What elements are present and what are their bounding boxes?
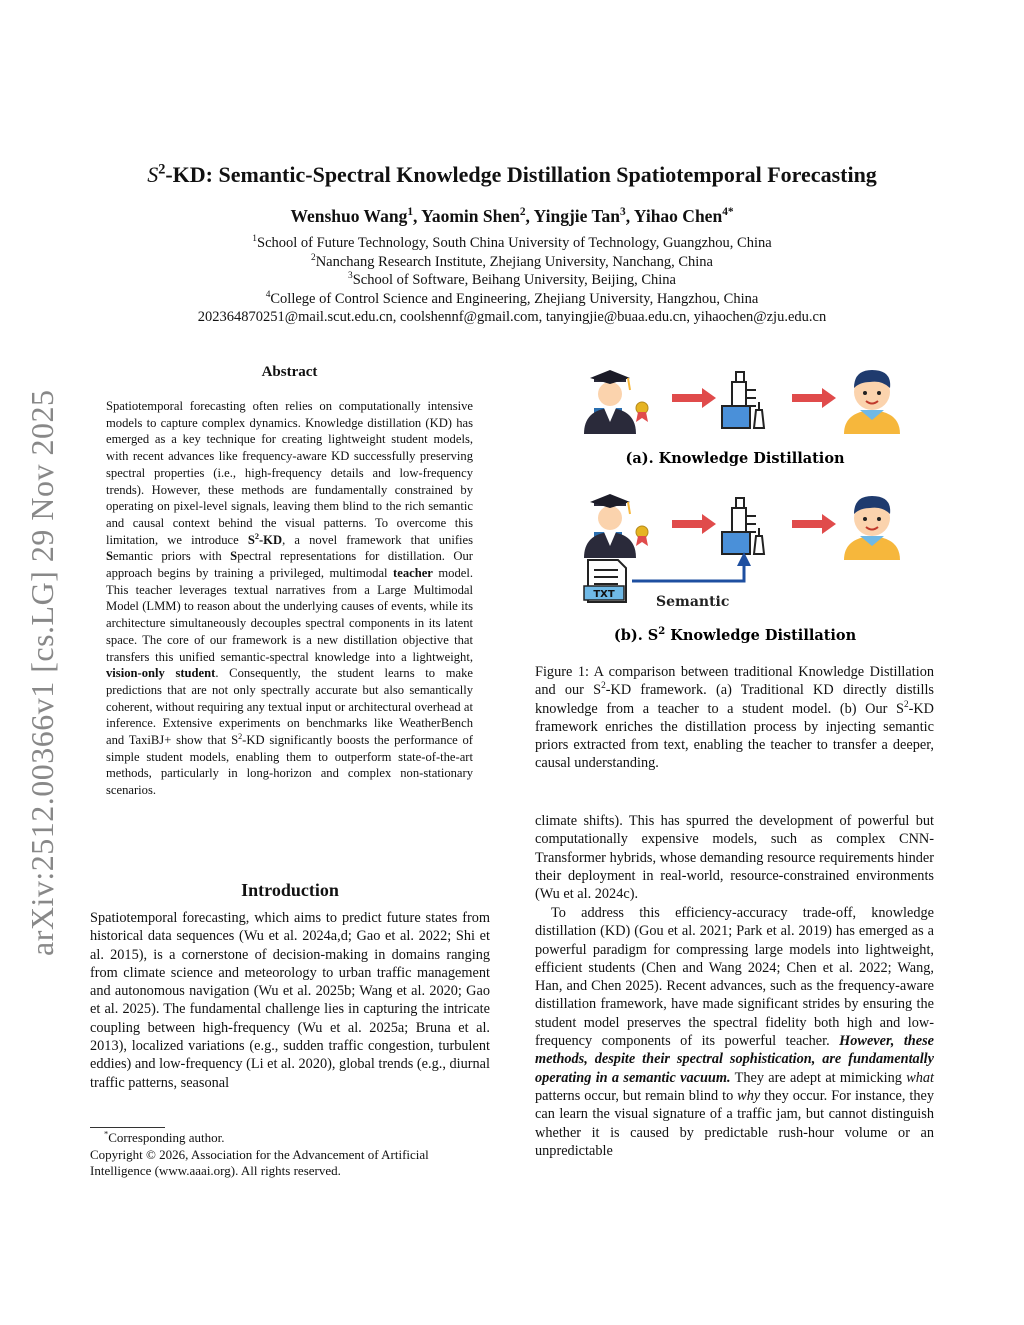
arrow-icon [672,388,716,408]
semantic-arrow [632,564,744,581]
author-name: Yihao Chen [633,206,723,226]
figure-1-diagram [560,350,940,650]
introduction-heading: Introduction [241,880,339,900]
teacher-icon [584,494,648,558]
arrow-icon [792,388,836,408]
affiliations [60,234,964,327]
distillation-icon [722,498,764,554]
body-paragraph: climate shifts). This has spurred the development of powerful but computationally expensive models, such as complex CNN-Transformer hybrids, whose demanding resource requirements hinder their deployment in real-world, resource-constrained environments (Wu et al. 2024c). [535,813,934,903]
abstract-heading: Abstract [261,364,318,380]
copyright-notice: Copyright © 2026, Association for the Advancement of Artificial Intelligence (www.aaai.org). All rights reserved. [90,1146,429,1178]
txt-label: TXT [593,589,615,600]
affiliation-line: $^4$College of Control Science and Engineering, Zhejiang University, Hangzhou, China [265,289,759,307]
figure-1 [560,350,940,650]
text-document-icon [584,560,626,602]
student-icon [844,496,900,560]
paper-title: $S^2-KD$: Semantic-Spectral Knowledge Distillation Spatiotemporal Forecasting [147,161,877,187]
footnote: *Corresponding author. Copyright © 2026, Association for the Advancement of Artificial Intelligence (www.aaai.org). All rights reserved. [90,1130,490,1180]
figure-label-b: (b). $S^2$ Knowledge Distillation [613,626,857,644]
author-name: Yaomin Shen [421,206,520,226]
footnote-rule [90,1127,165,1128]
arrow-icon [672,514,716,534]
distillation-icon [722,372,764,428]
abstract-text: Spatiotemporal forecasting often relies on computationally intensive models to capture complex dynamics. Knowledge distillation (KD) has emerged as a key technique for creating lightweight student models, with recent advances like frequency-aware KD successfully preserving spectral properties (i.e., high-frequency details and low-frequency trends). However, these methods are fundamentally constrained by operating on pixel-level signals, leaving them blind to the rich semantic and causal context behind the visual patterns. To overcome this limitation, we introduce $S^2-KD$, a novel framework that unifies Semantic priors with Spectral representations for distillation. Our approach begins by training a privileged, multimodal teacher model. This teacher leverages textual narratives from a Large Multimodal Model (LMM) to reason about the underlying causes of events, while its architecture simultaneously decouples spectral components in its latent space. The core of our framework is a new distillation objective that transfers this unified semantic-spectral knowledge into a lightweight, vision-only student. Consequently, the student learns to make predictions that are not only spectrally accurate but also semantically coherent, without requiring any textual input or architectural overhead at inference. Extensive experiments on benchmarks like WeatherBench and TaxiBJ+ show that $S^2-KD$ significantly boosts the performance of simple student models, enabling them to outperform state-of-the-art methods, particularly in long-horizon and complex non-stationary scenarios. [106,399,473,798]
email-line: 202364870251@mail.scut.edu.cn, coolshennf@gmail.com, tanyingjie@buaa.edu.cn, yihaochen@zju.edu.cn [197,309,827,325]
semantic-label: Semantic [656,594,730,610]
introduction-text: Spatiotemporal forecasting, which aims to predict future states from historical data sequences (Wu et al. 2024a,d; Gao et al. 2022; Shi et al. 2015), is a cornerstone of decision-making in domains ranging from climate science and meteorology to urban traffic management and autonomous navigation (Wu et al. 2025b; Wang et al. 2020; Gao et al. 2025). The fundamental challenge lies in capturing the intricate coupling between high-frequency (Wu et al. 2025a; Bruna et al. 2013), localized variations (e.g., sudden traffic congestion, turbulent eddies) and low-frequency (Li et al. 2020), global trends (e.g., diurnal traffic patterns, seasonal [90,910,490,1091]
body-paragraph: To address this efficiency-accuracy trade-off, knowledge distillation (KD) (Gou et al. 2021; Park et al. 2019) has emerged as a powerful paradigm for compressing large models into lightweight, efficient students (Chen and Wang 2024; Chen et al. 2022; Wang, Han, and Chen 2025). Recent advances, such as the frequency-aware distillation framework, have made significant strides by ensuring the student model preserves the spectral fidelity both high and low-frequency components of its powerful teacher. However, these methods, despite their spectral sophistication, are fundamentally operating in a semantic vacuum. They are adept at mimicking what patterns occur, but remain blind to why they occur. For instance, they can learn the visual signature of a traffic jam, but cannot distinguish whether it is caused by predictable rush-hour volume or an unpredictable [535,905,935,1159]
affiliation-line: $^3$School of Software, Beihang University, Beijing, China [348,271,676,288]
author-name: Yingjie Tan [533,206,621,226]
arrow-icon [792,514,836,534]
arxiv-side-stamp: arXiv:2512.00366v1 [cs.LG] 29 Nov 2025 [24,389,60,956]
author-name: Wenshuo Wang [290,206,408,226]
figure-caption: Figure 1: A comparison between traditional Knowledge Distillation and our $S^2-KD$ framework. (a) Traditional KD directly distills knowledge from a teacher to a student model. (b) Our $S^2-KD$ framework enriches the distillation process by injecting semantic priors extracted from text, enabling the teacher to transfer a deeper, causal understanding. [535,664,934,772]
student-icon [844,370,900,434]
affiliation-line: $^1$School of Future Technology, South China University of Technology, Guangzhou, China [252,234,772,251]
figure-label-a: (a). Knowledge Distillation [625,450,845,467]
teacher-icon [584,370,648,434]
author-list: Wenshuo Wang$^1$, Yaomin Shen$^2$, Yingjie Tan$^3$, Yihao Chen$^{4*}$ [290,206,734,226]
affiliation-line: $^2$Nanchang Research Institute, Zhejiang University, Nanchang, China [311,252,713,270]
